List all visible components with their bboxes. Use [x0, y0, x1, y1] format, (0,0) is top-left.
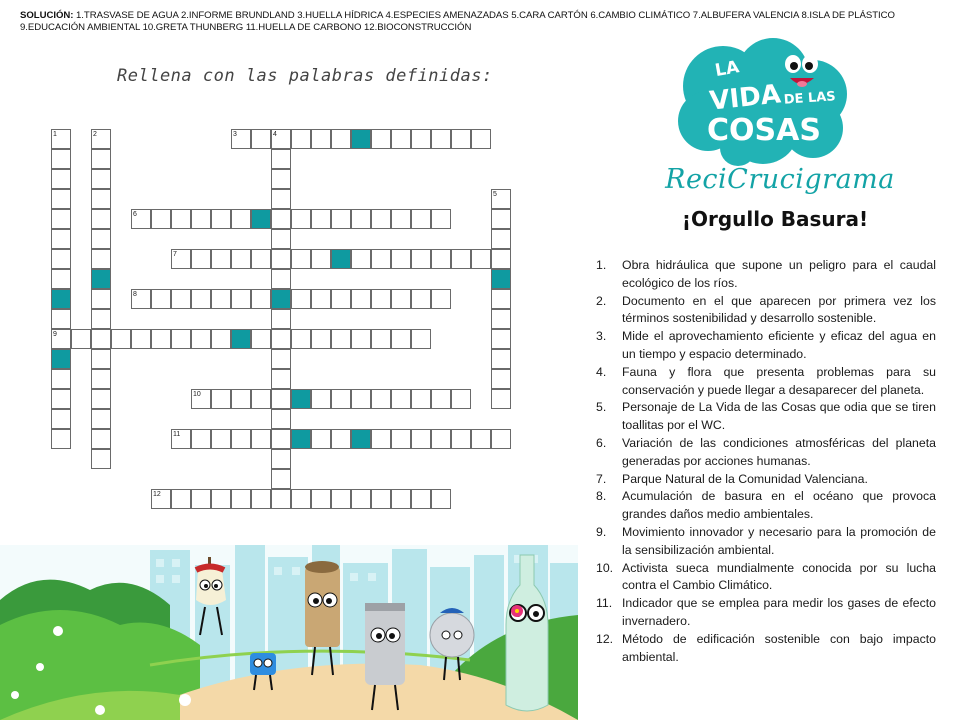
crossword-cell[interactable]	[431, 209, 451, 229]
crossword-cell[interactable]	[131, 329, 151, 349]
crossword-cell[interactable]	[91, 289, 111, 309]
crossword-cell[interactable]	[311, 289, 331, 309]
clue-number: 6.	[596, 435, 607, 450]
logo-line4: COSAS	[707, 113, 821, 148]
crossword-cell[interactable]	[271, 409, 291, 429]
crossword-cell[interactable]	[271, 449, 291, 469]
crossword-cell-highlighted[interactable]	[291, 429, 311, 449]
crossword-cell[interactable]	[191, 429, 211, 449]
crossword-cell-highlighted[interactable]	[351, 429, 371, 449]
clue-number-4: 4	[273, 131, 277, 138]
crossword-cell[interactable]	[91, 249, 111, 269]
instructions: Rellena con las palabras definidas:	[117, 66, 493, 86]
crossword-cell[interactable]	[271, 429, 291, 449]
crossword-cell[interactable]	[191, 209, 211, 229]
crossword-cell[interactable]	[51, 369, 71, 389]
page-title: ¡Orgullo Basura!	[681, 207, 869, 231]
clue-number: 5.	[596, 400, 607, 415]
solution-label: SOLUCIÓN:	[20, 10, 74, 21]
logo-line1: LA	[713, 57, 741, 82]
crossword-cell[interactable]	[291, 329, 311, 349]
crossword-cell[interactable]	[431, 389, 451, 409]
crossword-cell[interactable]	[311, 209, 331, 229]
clue-item	[596, 293, 936, 329]
clue-item	[596, 364, 936, 400]
crossword-cell[interactable]	[331, 489, 351, 509]
crossword-cell[interactable]	[111, 329, 131, 349]
crossword-cell-highlighted[interactable]	[91, 269, 111, 289]
crossword-cell[interactable]	[191, 329, 211, 349]
crossword-cell[interactable]	[51, 209, 71, 229]
crossword-cell[interactable]	[311, 429, 331, 449]
crossword-cell[interactable]	[391, 329, 411, 349]
crossword-cell[interactable]	[171, 289, 191, 309]
clue-item	[596, 595, 936, 631]
crossword-cell[interactable]	[171, 209, 191, 229]
crossword-cell[interactable]	[231, 289, 251, 309]
crossword-cell[interactable]	[491, 349, 511, 369]
crossword-cell[interactable]	[471, 129, 491, 149]
crossword-cell[interactable]	[331, 389, 351, 409]
crossword-cell[interactable]	[331, 329, 351, 349]
crossword-cell[interactable]	[371, 209, 391, 229]
crossword-cell[interactable]	[51, 269, 71, 289]
clue-item	[596, 328, 936, 364]
crossword-cell[interactable]	[211, 329, 231, 349]
clue-text: Método de edificación sostenible con bajo impacto ambiental.	[622, 631, 936, 664]
crossword-cell[interactable]	[271, 489, 291, 509]
crossword-cell[interactable]	[411, 129, 431, 149]
crossword-cell[interactable]	[211, 209, 231, 229]
crossword-cell[interactable]	[271, 249, 291, 269]
crossword-cell[interactable]	[231, 489, 251, 509]
crossword-cell[interactable]	[411, 489, 431, 509]
crossword-grid	[0, 0, 560, 540]
clue-number: 8.	[596, 489, 607, 504]
crossword-cell[interactable]	[91, 349, 111, 369]
clue-number-5: 5	[493, 191, 497, 198]
crossword-cell-highlighted[interactable]	[51, 349, 71, 369]
crossword-cell[interactable]	[351, 489, 371, 509]
crossword-cell-highlighted[interactable]	[271, 289, 291, 309]
crossword-cell[interactable]	[211, 289, 231, 309]
crossword-cell[interactable]	[251, 389, 271, 409]
crossword-cell[interactable]	[491, 389, 511, 409]
crossword-cell[interactable]	[351, 289, 371, 309]
crossword-cell[interactable]	[271, 349, 291, 369]
clue-number-3: 3	[233, 131, 237, 138]
crossword-cell[interactable]	[171, 329, 191, 349]
clue-text: Parque Natural de la Comunidad Valenciana.	[622, 471, 868, 486]
crossword-cell[interactable]	[251, 489, 271, 509]
clue-number-9: 9	[53, 331, 57, 338]
crossword-cell[interactable]	[291, 289, 311, 309]
crossword-cell[interactable]	[351, 389, 371, 409]
clue-item	[596, 257, 936, 293]
crossword-cell[interactable]	[491, 309, 511, 329]
crossword-cell[interactable]	[451, 129, 471, 149]
crossword-cell[interactable]	[291, 249, 311, 269]
crossword-cell[interactable]	[311, 329, 331, 349]
clue-text: Obra hidráulica que supone un peligro para el caudal ecológico de los ríos.	[622, 258, 936, 290]
crossword-cell[interactable]	[371, 389, 391, 409]
clue-item	[596, 560, 936, 596]
subtitle: ReciCrucigrama	[665, 164, 895, 195]
crossword-cell[interactable]	[91, 209, 111, 229]
clue-item	[596, 488, 936, 524]
crossword-cell[interactable]	[311, 389, 331, 409]
crossword-cell[interactable]	[51, 189, 71, 209]
crossword-cell[interactable]	[431, 429, 451, 449]
crossword-cell[interactable]	[431, 129, 451, 149]
crossword-cell[interactable]	[251, 129, 271, 149]
crossword-cell[interactable]	[231, 429, 251, 449]
crossword-cell[interactable]	[431, 489, 451, 509]
crossword-cell[interactable]	[411, 209, 431, 229]
crossword-cell-highlighted[interactable]	[51, 289, 71, 309]
crossword-cell[interactable]	[211, 389, 231, 409]
crossword-cell[interactable]	[491, 209, 511, 229]
crossword-cell[interactable]	[51, 309, 71, 329]
crossword-cell[interactable]	[271, 329, 291, 349]
crossword-cell[interactable]	[151, 209, 171, 229]
logo	[668, 36, 858, 168]
crossword-cell-highlighted[interactable]	[291, 389, 311, 409]
crossword-cell[interactable]	[51, 229, 71, 249]
crossword-cell[interactable]	[91, 189, 111, 209]
crossword-cell[interactable]	[331, 209, 351, 229]
clue-text: Movimiento innovador y necesario para la promoción de la sensibilización ambiental.	[622, 524, 936, 557]
clue-item	[596, 631, 936, 667]
crossword-cell-highlighted[interactable]	[331, 249, 351, 269]
crossword-cell[interactable]	[491, 369, 511, 389]
clue-number-6: 6	[133, 211, 137, 218]
crossword-cell[interactable]	[251, 249, 271, 269]
logo-line2: VIDA	[708, 79, 783, 117]
crossword-cell[interactable]	[231, 249, 251, 269]
crossword-cell[interactable]	[411, 329, 431, 349]
clue-text: Personaje de La Vida de las Cosas que odia que se tiren toallitas por el WC.	[622, 400, 936, 433]
crossword-cell[interactable]	[271, 229, 291, 249]
crossword-cell[interactable]	[231, 209, 251, 229]
clue-number-11: 11	[173, 431, 181, 438]
crossword-cell[interactable]	[351, 209, 371, 229]
crossword-cell[interactable]	[331, 429, 351, 449]
crossword-cell[interactable]	[391, 389, 411, 409]
crossword-cell[interactable]	[51, 409, 71, 429]
clue-number: 1.	[596, 258, 607, 272]
crossword-cell[interactable]	[271, 309, 291, 329]
crossword-cell[interactable]	[91, 309, 111, 329]
crossword-cell[interactable]	[271, 469, 291, 489]
clue-number: 4.	[596, 364, 607, 379]
crossword-cell[interactable]	[251, 289, 271, 309]
crossword-cell[interactable]	[151, 329, 171, 349]
crossword-cell[interactable]	[391, 129, 411, 149]
crossword-cell[interactable]	[451, 389, 471, 409]
crossword-cell[interactable]	[371, 289, 391, 309]
illustration-scene	[0, 545, 578, 720]
crossword-cell[interactable]	[171, 489, 191, 509]
crossword-cell[interactable]	[371, 249, 391, 269]
clue-number: 7.	[596, 471, 607, 486]
crossword-cell[interactable]	[331, 289, 351, 309]
crossword-cell[interactable]	[431, 289, 451, 309]
crossword-cell[interactable]	[491, 289, 511, 309]
crossword-cell[interactable]	[291, 129, 311, 149]
clue-number-2: 2	[93, 131, 97, 138]
crossword-cell-highlighted[interactable]	[351, 129, 371, 149]
crossword-cell[interactable]	[271, 369, 291, 389]
clue-item	[596, 471, 936, 489]
clue-text: Activista sueca mundialmente conocida por su lucha contra el Cambio Climático.	[622, 560, 936, 593]
crossword-cell[interactable]	[471, 249, 491, 269]
crossword-cell[interactable]	[51, 149, 71, 169]
crossword-cell[interactable]	[191, 249, 211, 269]
crossword-cell[interactable]	[291, 209, 311, 229]
crossword-cell[interactable]	[451, 249, 471, 269]
crossword-cell[interactable]	[211, 429, 231, 449]
crossword-cell[interactable]	[151, 289, 171, 309]
crossword-cell[interactable]	[331, 129, 351, 149]
crossword-cell[interactable]	[391, 289, 411, 309]
crossword-cell[interactable]	[51, 249, 71, 269]
logo-line3: DE LAS	[783, 89, 837, 108]
clue-item	[596, 524, 936, 560]
clue-number: 10.	[596, 560, 614, 575]
crossword-cell[interactable]	[91, 229, 111, 249]
crossword-cell[interactable]	[91, 149, 111, 169]
crossword-cell[interactable]	[211, 489, 231, 509]
crossword-cell[interactable]	[291, 489, 311, 509]
crossword-cell[interactable]	[491, 249, 511, 269]
crossword-cell[interactable]	[251, 329, 271, 349]
clue-text: Variación de las condiciones atmosféricas del planeta generadas por acciones humanas.	[622, 435, 936, 468]
clue-number-8: 8	[133, 291, 137, 298]
crossword-cell[interactable]	[431, 249, 451, 269]
crossword-cell[interactable]	[251, 429, 271, 449]
clue-number-10: 10	[193, 391, 201, 398]
crossword-cell[interactable]	[91, 329, 111, 349]
solution-answers: 1.TRASVASE DE AGUA 2.INFORME BRUNDLAND 3.HUELLA HÍDRICA 4.ESPECIES AMENAZADAS 5.CARA CARTÓN 6.CAMBIO CLIMÁTICO 7.ALBUFERA VALENCIA 8.ISLA DE PLÁSTICO 9.EDUCACIÓN AMBIENTAL 10.GRETA THUNBERG 11.HUELLA DE CARBONO 12.BIOCONSTRUCCIÓN	[20, 10, 895, 33]
crossword-cell[interactable]	[211, 249, 231, 269]
crossword-cell-highlighted[interactable]	[491, 269, 511, 289]
clue-number-7: 7	[173, 251, 177, 258]
crossword-cell[interactable]	[91, 449, 111, 469]
crossword-cell[interactable]	[391, 209, 411, 229]
crossword-cell[interactable]	[311, 129, 331, 149]
crossword-cell[interactable]	[271, 149, 291, 169]
clue-item	[596, 399, 936, 435]
clue-number: 3.	[596, 329, 607, 344]
crossword-cell[interactable]	[231, 389, 251, 409]
crossword-cell[interactable]	[71, 329, 91, 349]
crossword-cell[interactable]	[491, 429, 511, 449]
clue-text: Acumulación de basura en el océano que provoca grandes daños medio ambientales.	[622, 489, 936, 522]
crossword-cell[interactable]	[271, 389, 291, 409]
crossword-cell[interactable]	[91, 169, 111, 189]
crossword-cell[interactable]	[91, 369, 111, 389]
crossword-cell[interactable]	[391, 429, 411, 449]
crossword-cell-highlighted[interactable]	[231, 329, 251, 349]
clue-list	[596, 257, 936, 666]
crossword-cell[interactable]	[51, 389, 71, 409]
crossword-cell[interactable]	[271, 169, 291, 189]
crossword-cell[interactable]	[411, 389, 431, 409]
crossword-cell[interactable]	[351, 329, 371, 349]
crossword-cell[interactable]	[91, 409, 111, 429]
crossword-cell[interactable]	[191, 289, 211, 309]
crossword-cell[interactable]	[311, 489, 331, 509]
crossword-cell[interactable]	[311, 249, 331, 269]
crossword-cell[interactable]	[491, 229, 511, 249]
crossword-cell[interactable]	[371, 429, 391, 449]
crossword-cell[interactable]	[451, 429, 471, 449]
crossword-cell[interactable]	[191, 489, 211, 509]
clue-number: 2.	[596, 293, 607, 308]
crossword-cell[interactable]	[91, 429, 111, 449]
crossword-cell[interactable]	[91, 389, 111, 409]
crossword-cell[interactable]	[391, 489, 411, 509]
crossword-cell[interactable]	[271, 209, 291, 229]
clue-text: Indicador que se emplea para medir los gases de efecto invernadero.	[622, 596, 936, 628]
crossword-cell[interactable]	[491, 329, 511, 349]
clue-text: Fauna y flora que presenta problemas para su conservación y puede llegar a desaparecer del planeta.	[622, 364, 936, 397]
crossword-cell[interactable]	[371, 129, 391, 149]
crossword-cell[interactable]	[371, 329, 391, 349]
crossword-cell[interactable]	[51, 429, 71, 449]
clue-number-1: 1	[53, 131, 57, 138]
clue-text: Documento en el que aparecen por primera vez los términos sostenibilidad y desarrollo sostenible.	[622, 293, 936, 326]
clue-number: 11.	[596, 596, 613, 611]
clue-number-12: 12	[153, 491, 161, 498]
crossword-cell[interactable]	[51, 169, 71, 189]
crossword-cell[interactable]	[271, 269, 291, 289]
crossword-cell[interactable]	[411, 249, 431, 269]
crossword-cell[interactable]	[351, 249, 371, 269]
clue-item	[596, 435, 936, 471]
clue-number: 9.	[596, 524, 607, 539]
crossword-cell-highlighted[interactable]	[251, 209, 271, 229]
crossword-cell[interactable]	[391, 249, 411, 269]
clue-text: Mide el aprovechamiento eficiente y eficaz del agua en un tiempo y espacio determinado.	[622, 329, 936, 361]
crossword-cell[interactable]	[411, 429, 431, 449]
crossword-cell[interactable]	[411, 289, 431, 309]
clue-number: 12.	[596, 631, 614, 646]
crossword-cell[interactable]	[471, 429, 491, 449]
crossword-cell[interactable]	[371, 489, 391, 509]
crossword-cell[interactable]	[271, 189, 291, 209]
